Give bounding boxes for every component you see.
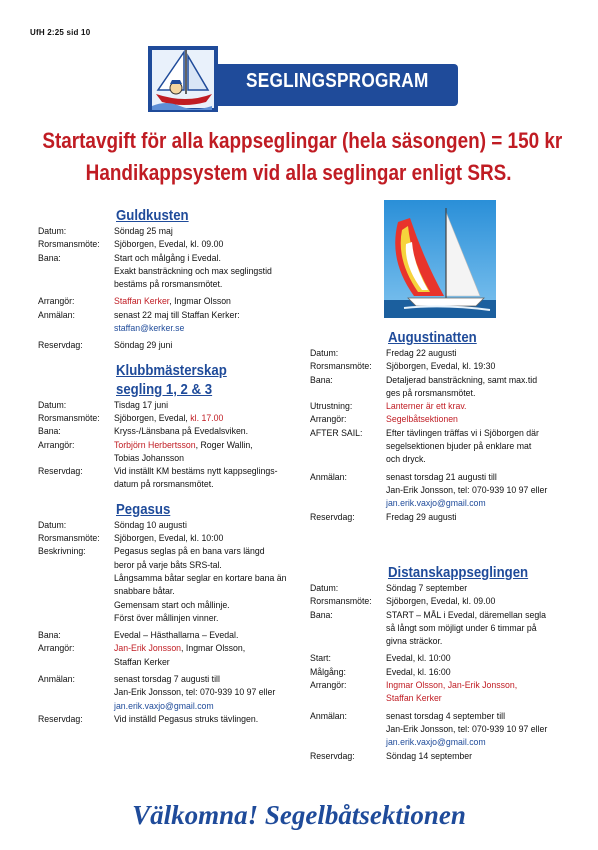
field-label: Rorsmansmöte: (38, 412, 100, 424)
organizer-name: Torbjörn Herbertsson (114, 439, 196, 451)
footer-welcome: Välkomna! Segelbåtsektionen (132, 800, 466, 830)
headline-fee: Startavgift för alla kappseglingar (hela säsongen) = 150 kr (42, 128, 563, 153)
organizer-name: Staffan Kerker (114, 296, 170, 308)
field-value: ges på rorsmansmötet. (386, 387, 476, 399)
field-label: Rorsmansmöte: (38, 239, 100, 251)
field-label: AFTER SAIL: (310, 427, 363, 439)
field-label: Arrangör: (310, 680, 347, 692)
field-label: Bana: (38, 630, 61, 642)
field-value: senast torsdag 4 september till (386, 710, 506, 722)
section-title: Klubbmästerskap (116, 361, 227, 379)
field-value: datum på rorsmansmötet. (114, 479, 214, 491)
field-label: Datum: (310, 583, 339, 594)
field-value: Fredag 22 augusti (386, 348, 457, 359)
field-value: Söndag 25 maj (114, 226, 173, 237)
field-label: Arrangör: (38, 296, 75, 308)
section-pegasus (38, 500, 300, 726)
section-title: Augustinatten (388, 329, 477, 346)
field-value: Efter tävlingen träffas vi i Sjöborgen där (386, 427, 539, 439)
field-label: Datum: (38, 226, 67, 237)
field-value: Sjöborgen, Evedal, kl. 09.00 (386, 596, 496, 608)
field-value: Exakt bansträckning och max seglingstid (114, 265, 272, 277)
section-klubbmasterskap (38, 361, 300, 492)
field-label: Utrustning: (310, 401, 353, 413)
email-link[interactable]: jan.erik.vaxjo@gmail.com (114, 700, 214, 712)
field-label: Arrangör: (38, 439, 75, 451)
left-column (38, 206, 300, 734)
field-label: Start: (310, 653, 331, 665)
field-value: Tobias Johansson (114, 452, 184, 464)
field-value: Gemensam start och mållinje. (114, 599, 230, 611)
field-value: START – MÅL i Evedal, däremellan segla (386, 609, 546, 621)
field-value: Detaljerad bansträckning, samt max.tid (386, 374, 538, 386)
field-label: Reservdag: (310, 511, 355, 523)
field-value: Fredag 29 augusti (386, 511, 457, 523)
section-distanskappseglingen (310, 563, 572, 763)
field-label: Reservdag: (38, 340, 83, 352)
field-value: segelsektionen bjuder på enklare mat (386, 441, 532, 453)
field-label: Målgång: (310, 666, 346, 678)
field-value: Vid inställt KM bestäms nytt kappseglings- (114, 466, 278, 478)
field-value: Långsamma båtar seglar en kortare bana än (114, 572, 287, 584)
field-label: Reservdag: (38, 466, 83, 478)
section-augustinatten (310, 328, 572, 524)
field-value: Söndag 7 september (386, 583, 468, 594)
section-title: Guldkusten (116, 207, 189, 224)
sailboat-logo-icon (146, 38, 246, 114)
field-label: Rorsmansmöte: (310, 596, 372, 608)
field-value: så långt som möjligt under 6 timmar på (386, 622, 537, 634)
field-label: Reservdag: (38, 713, 83, 725)
field-value: Evedal – Hästhallarna – Evedal. (114, 630, 239, 642)
organizer-rest: , Ingmar Olsson, (181, 643, 246, 655)
field-label: Anmälan: (38, 674, 75, 686)
field-label: Anmälan: (310, 471, 347, 483)
organizer-rest: , Roger Wallin, (195, 439, 253, 451)
field-value: Jan-Erik Jonsson, tel: 070-939 10 97 eller (386, 484, 548, 496)
section-guldkusten (38, 206, 300, 353)
field-value: och dryck. (386, 454, 426, 466)
field-value: Kryss-/Länsbana på Evedalsviken. (114, 426, 249, 438)
email-link[interactable]: jan.erik.vaxjo@gmail.com (386, 737, 486, 749)
field-label: Reservdag: (310, 750, 355, 762)
field-value (114, 439, 285, 452)
field-value: Jan-Erik Jonsson, tel: 070-939 10 97 eller (114, 687, 276, 699)
field-label: Arrangör: (310, 414, 347, 426)
field-value: givna sträckor. (386, 636, 443, 648)
field-value: snabbare båtar. (114, 586, 175, 598)
section-title: Distanskappseglingen (388, 564, 529, 581)
field-value: Vid inställd Pegasus struks tävlingen. (114, 713, 259, 725)
field-label: Anmälan: (310, 710, 347, 722)
field-label: Anmälan: (38, 309, 75, 321)
field-value: Staffan Kerker (386, 693, 442, 705)
logo-text: SEGLINGSPROGRAM (246, 70, 429, 92)
field-value: Evedal, kl. 16:00 (386, 666, 451, 678)
field-value: Start och målgång i Evedal. (114, 252, 221, 264)
field-value: Sjöborgen, Evedal, kl. 09.00 (114, 239, 224, 251)
field-value: Söndag 10 augusti (114, 519, 187, 531)
email-link[interactable]: staffan@kerker.se (114, 323, 185, 335)
field-value: Söndag 29 juni (114, 340, 173, 352)
section-title: Pegasus (116, 500, 171, 518)
field-label: Rorsmansmöte: (38, 533, 100, 545)
field-value: Lanterner är ett krav. (386, 401, 467, 413)
field-label: Bana: (310, 609, 333, 621)
field-value: Jan-Erik Jonsson, tel: 070-939 10 97 eller (386, 723, 548, 735)
organizer-rest: , Ingmar Olsson (169, 296, 231, 308)
field-label: Arrangör: (38, 643, 75, 655)
field-label: Datum: (38, 519, 67, 531)
field-label: Bana: (38, 426, 61, 438)
field-value: Först över mållinjen vinner. (114, 612, 219, 624)
section-subtitle: segling 1, 2 & 3 (116, 380, 213, 398)
field-value: Evedal, kl. 10:00 (386, 653, 451, 665)
meeting-time: kl. 17.00 (190, 412, 224, 424)
field-value (114, 412, 285, 425)
field-value: senast torsdag 7 augusti till (114, 674, 220, 686)
field-value (114, 642, 285, 655)
field-value: Ingmar Olsson, Jan-Erik Jonsson, (386, 680, 518, 692)
field-value: Tisdag 17 juni (114, 399, 169, 411)
field-value: Söndag 14 september (386, 750, 473, 762)
headline-handicap: Handikappsystem vid alla seglingar enligt SRS. (86, 160, 512, 185)
field-value: beror på varje båts SRS-tal. (114, 559, 222, 571)
field-value: Pegasus seglas på en bana vars längd (114, 546, 265, 558)
organizer-name: Jan-Erik Jonsson (114, 643, 182, 655)
meeting-place: Sjöborgen, Evedal, (114, 412, 191, 424)
field-label: Beskrivning: (38, 546, 86, 558)
field-value: senast torsdag 21 augusti till (386, 471, 497, 483)
field-value: bestäms på rorsmansmötet. (114, 279, 223, 291)
field-label: Bana: (38, 252, 61, 264)
field-label: Datum: (310, 348, 339, 359)
field-value: Segelbåtsektionen (386, 414, 458, 426)
field-value: Sjöborgen, Evedal, kl. 10:00 (114, 533, 224, 545)
field-value: Staffan Kerker (114, 656, 170, 668)
field-value: Sjöborgen, Evedal, kl. 19:30 (386, 361, 496, 373)
field-label: Rorsmansmöte: (310, 361, 372, 373)
field-label: Bana: (310, 374, 333, 386)
email-link[interactable]: jan.erik.vaxjo@gmail.com (386, 498, 486, 510)
field-value: senast 22 maj till Staffan Kerker: (114, 309, 240, 321)
field-label: Datum: (38, 399, 67, 411)
field-value (114, 295, 285, 308)
page-reference: UfH 2:25 sid 10 (30, 28, 91, 37)
sailboat-spinnaker-photo (384, 200, 496, 318)
seglingsprogram-logo (146, 38, 462, 114)
